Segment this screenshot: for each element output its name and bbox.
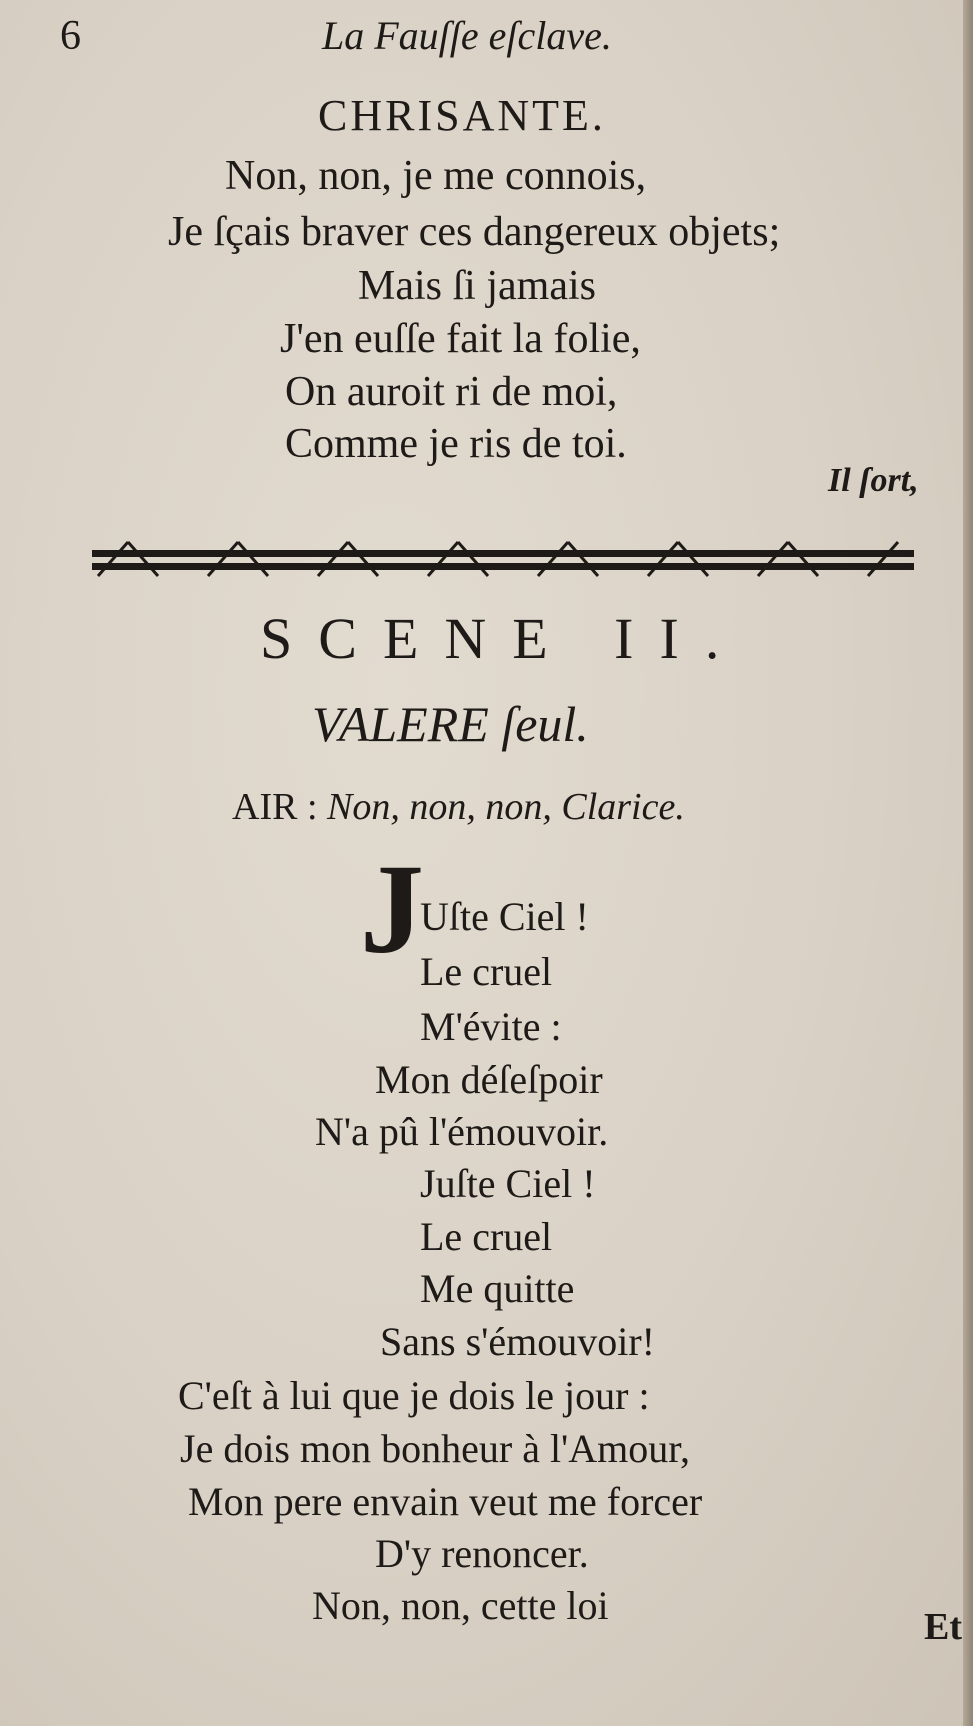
- scene-character: VALERE ſeul.: [312, 696, 589, 752]
- air-tune: Non, non, non, Clarice.: [327, 786, 685, 828]
- verse-line: Mais ſi jamais: [358, 263, 596, 309]
- page-number: 6: [60, 13, 81, 59]
- verse-line: Comme je ris de toi.: [285, 421, 627, 467]
- verse-line: D'y renoncer.: [375, 1531, 589, 1576]
- verse-line: Juſte Ciel !: [420, 1161, 596, 1206]
- drop-cap: J: [360, 838, 424, 980]
- page-edge: [963, 0, 973, 1726]
- verse-line: Mon déſeſpoir: [375, 1057, 603, 1102]
- verse-line: Je dois mon bonheur à l'Amour,: [180, 1426, 690, 1471]
- air-label: AIR :: [232, 786, 318, 828]
- speaker-name: CHRISANTE.: [318, 91, 606, 140]
- ornamental-rule: [88, 532, 918, 588]
- verse-line: Mon pere envain veut me forcer: [188, 1479, 703, 1524]
- verse-line: Non, non, je me connois,: [225, 153, 647, 199]
- verse-line: Me quitte: [420, 1266, 575, 1311]
- scene-title: SCENE II.: [260, 606, 746, 671]
- verse-line: Je ſçais braver ces dangereux objets;: [168, 209, 781, 255]
- verse-line: Uſte Ciel !: [420, 894, 589, 939]
- verse-line: Le cruel: [420, 1214, 553, 1259]
- verse-line: On auroit ri de moi,: [285, 369, 618, 415]
- verse-line: C'eſt à lui que je dois le jour :: [178, 1373, 650, 1418]
- verse-line: N'a pû l'émouvoir.: [315, 1109, 609, 1154]
- running-title: La Fauſſe eſclave.: [322, 13, 612, 58]
- verse-line: M'évite :: [420, 1004, 562, 1049]
- catchword: Et: [924, 1606, 962, 1648]
- verse-line: J'en euſſe fait la folie,: [280, 316, 641, 362]
- verse-line: Le cruel: [420, 949, 553, 994]
- verse-line: Non, non, cette loi: [312, 1583, 609, 1628]
- verse-line: Sans s'émouvoir!: [380, 1319, 655, 1364]
- air-line: [232, 785, 685, 829]
- stage-direction: Il ſort,: [828, 462, 919, 499]
